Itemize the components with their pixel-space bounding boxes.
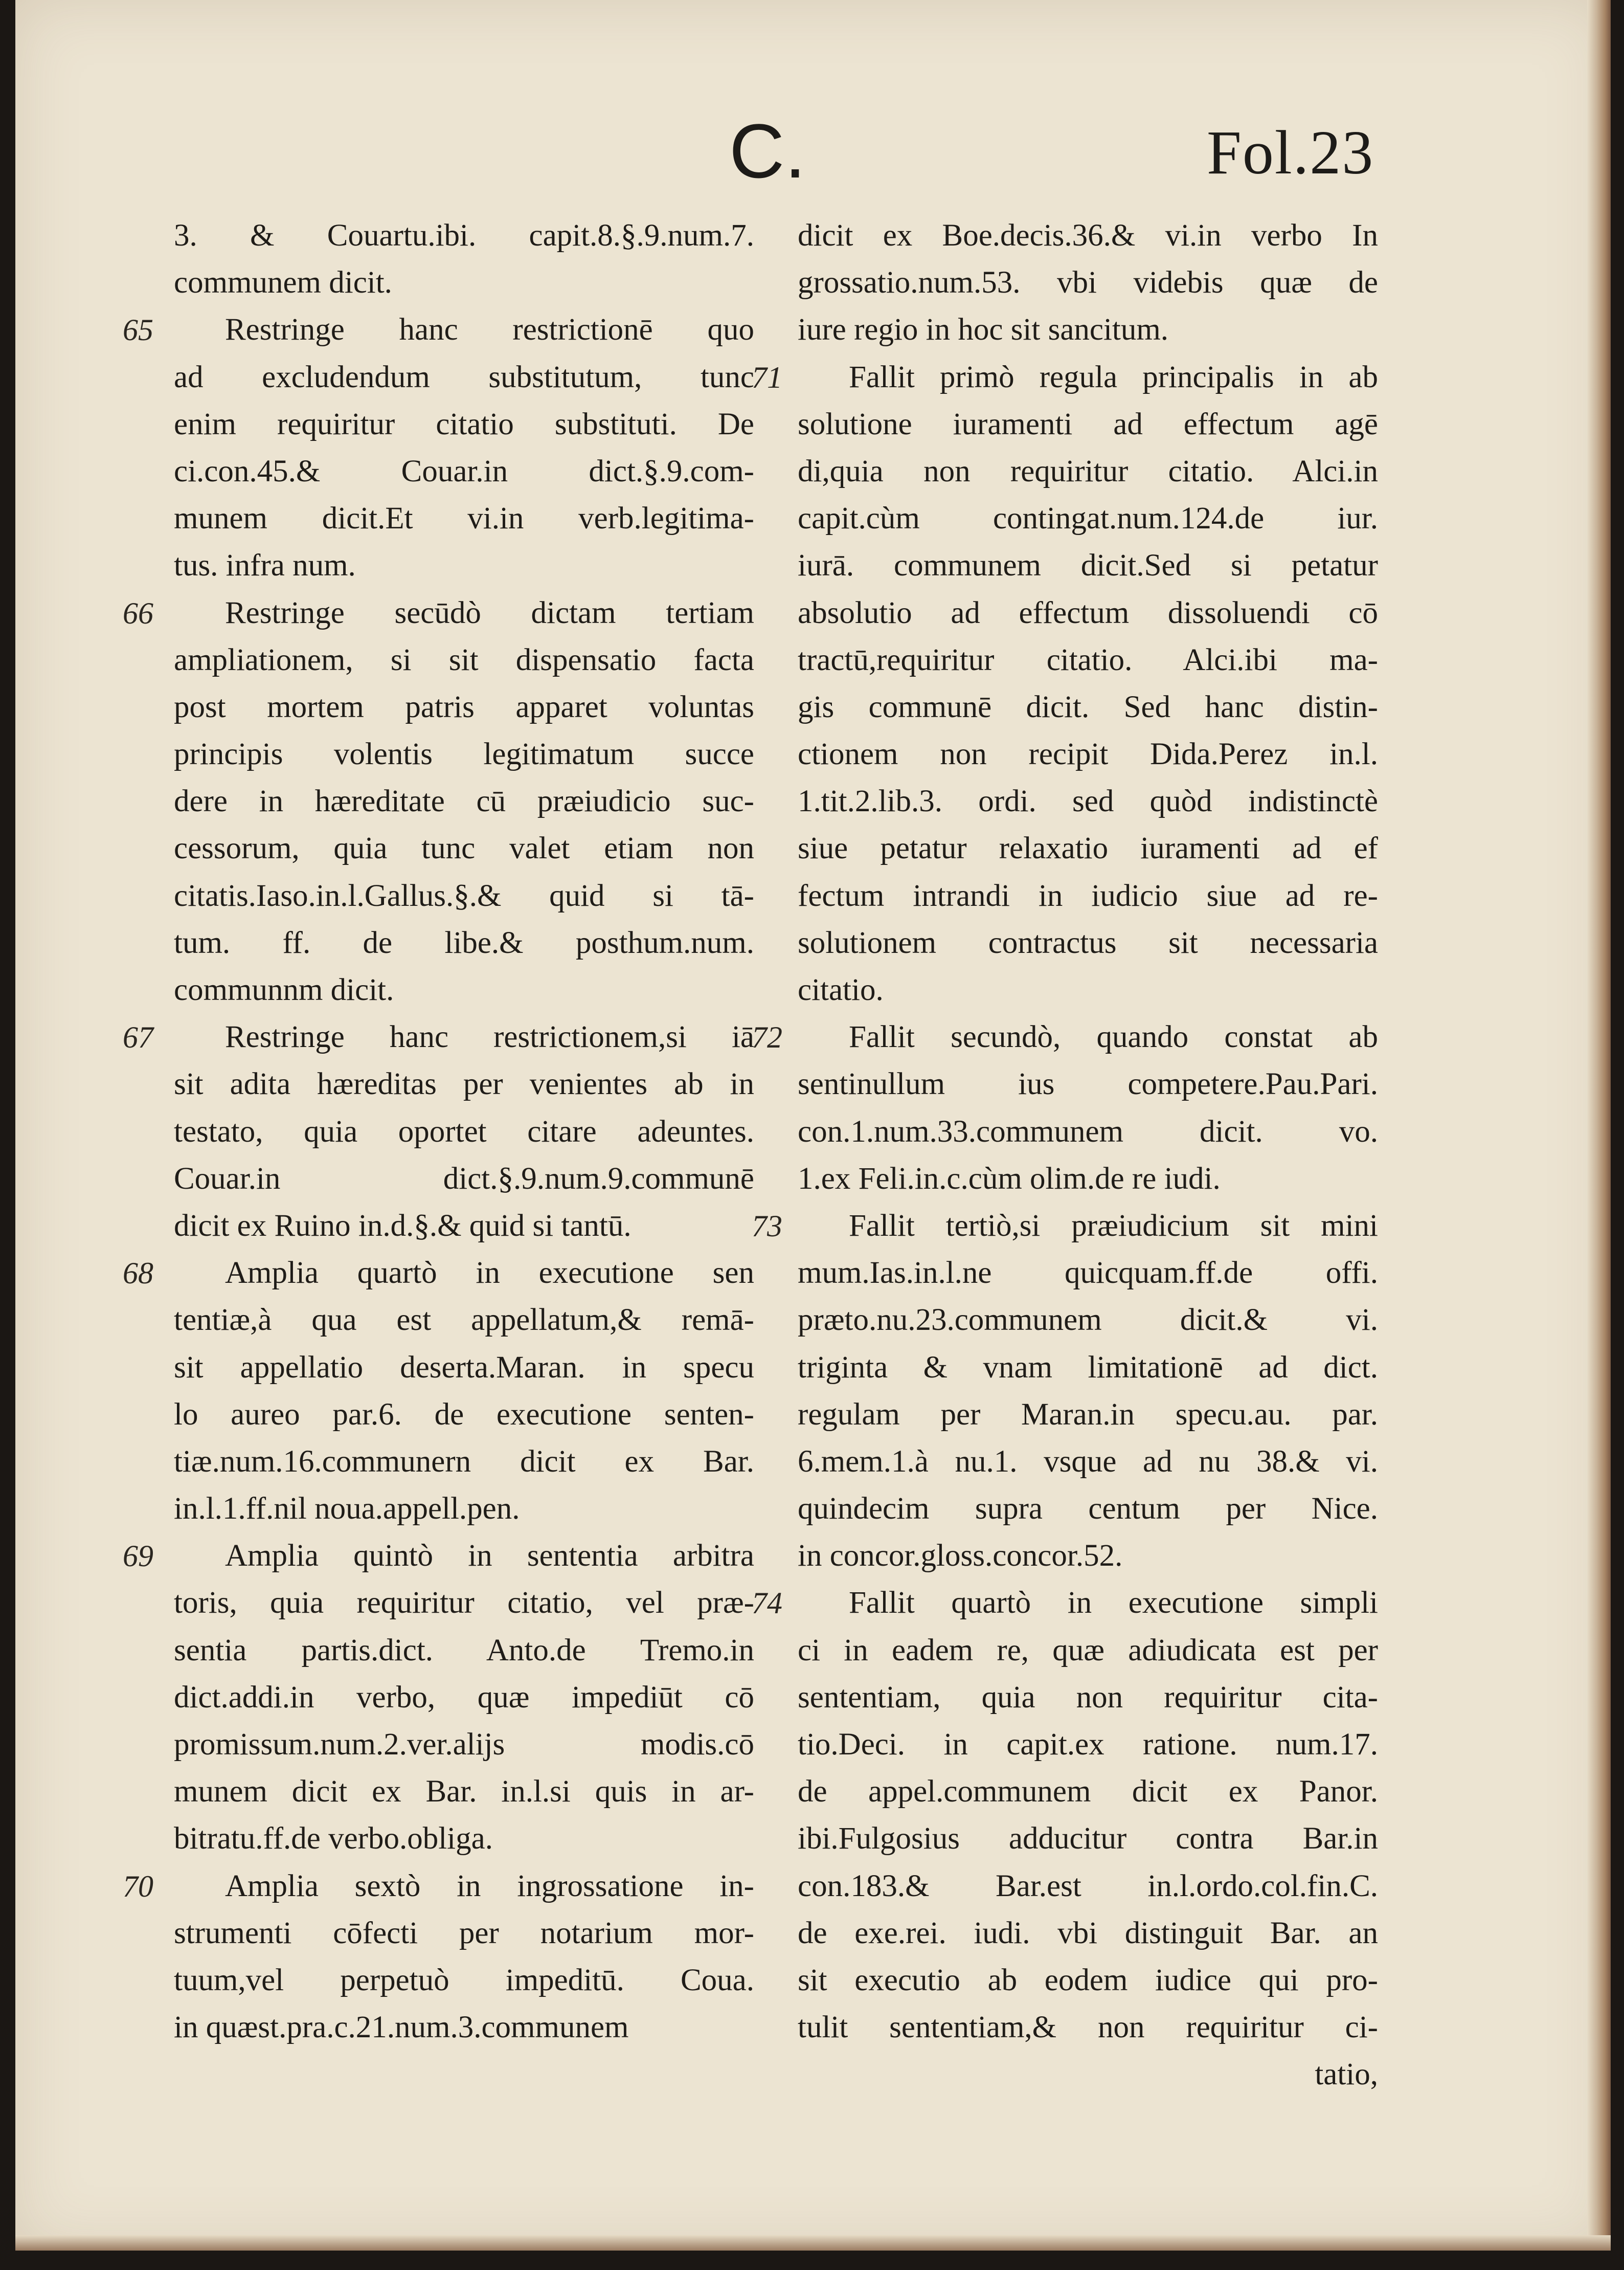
text-line xyxy=(123,1014,754,1061)
line-text: siue petatur relaxatio iuramenti ad ef xyxy=(798,831,1378,866)
text-line xyxy=(174,731,754,778)
line-text: tentiæ,à qua est appellatum,& remā- xyxy=(174,1303,754,1338)
text-line xyxy=(123,306,754,353)
line-text: con.1.num.33.communem dicit. vo. xyxy=(798,1114,1378,1149)
line-text: grossatio.num.53. vbi videbis quæ de xyxy=(798,265,1378,300)
text-line xyxy=(798,1768,1378,1815)
text-line xyxy=(752,1203,1378,1250)
line-text: sit appellatio deserta.Maran. in specu xyxy=(174,1350,754,1385)
line-text: absolutio ad effectum dissoluendi cō xyxy=(798,595,1378,630)
line-text: 1.ex Feli.in.c.cùm olim.de re iudi. xyxy=(798,1161,1221,1196)
line-text: 6.mem.1.à nu.1. vsque ad nu 38.& vi. xyxy=(798,1444,1378,1479)
text-line xyxy=(174,542,754,589)
line-text: dicit ex Boe.decis.36.& vi.in verbo In xyxy=(798,218,1378,253)
line-text: tractū,requiritur citatio. Alci.ibi ma- xyxy=(798,642,1378,677)
text-line xyxy=(798,1532,1378,1579)
text-line xyxy=(798,401,1378,448)
line-text: solutione iuramenti ad effectum agē xyxy=(798,407,1378,441)
line-text: Amplia quartò in executione sen xyxy=(225,1256,754,1290)
text-line xyxy=(798,1910,1378,1957)
line-text: promissum.num.2.ver.alijs modis.cō xyxy=(174,1727,754,1762)
text-line xyxy=(752,354,1378,401)
line-text: fectum intrandi in iudicio siue ad re- xyxy=(798,878,1378,913)
line-text: strumenti cōfecti per notarium mor- xyxy=(174,1916,754,1950)
line-text: tus. infra num. xyxy=(174,548,356,583)
text-line xyxy=(174,778,754,825)
line-text: enim requiritur citatio substituti. De xyxy=(174,407,754,441)
text-line xyxy=(798,1863,1378,1910)
text-line xyxy=(798,1438,1378,1485)
line-text: mum.Ias.in.l.ne quicquam.ff.de offi. xyxy=(798,1256,1378,1290)
line-text: communem dicit. xyxy=(174,265,392,300)
text-line xyxy=(174,873,754,920)
text-line xyxy=(174,259,754,306)
text-line xyxy=(174,920,754,967)
marginal-number: 71 xyxy=(752,360,782,394)
line-text: testato, quia oportet citare adeuntes. xyxy=(174,1114,754,1149)
text-line xyxy=(798,448,1378,495)
text-line xyxy=(174,1344,754,1391)
marginal-number: 66 xyxy=(123,596,153,630)
line-text: sentinullum ius competere.Pau.Pari. xyxy=(798,1067,1378,1102)
line-text: citatis.Iaso.in.l.Gallus.§.& quid si tā- xyxy=(174,878,754,913)
text-line xyxy=(798,2004,1378,2051)
text-line xyxy=(798,212,1378,259)
line-text: dere in hæreditate cū præiudicio suc- xyxy=(174,784,754,819)
right-column xyxy=(752,212,1378,2099)
text-line xyxy=(798,306,1378,353)
line-text: in.l.1.ff.nil noua.appell.pen. xyxy=(174,1492,520,1526)
text-line xyxy=(798,825,1378,872)
text-line xyxy=(174,1438,754,1485)
line-text: tuum,vel perpetuò impeditū. Coua. xyxy=(174,1963,754,1997)
text-line xyxy=(123,1532,754,1579)
line-text: post mortem patris apparet voluntas xyxy=(174,689,754,724)
text-line xyxy=(798,542,1378,589)
text-line xyxy=(174,637,754,684)
text-line xyxy=(174,1203,754,1250)
line-text: tiæ.num.16.communern dicit ex Bar. xyxy=(174,1444,754,1479)
line-text: 3. & Couartu.ibi. capit.8.§.9.num.7. xyxy=(174,218,754,253)
text-line xyxy=(798,1391,1378,1438)
line-text: de exe.rei. iudi. vbi distinguit Bar. an xyxy=(798,1916,1378,1950)
marginal-number: 72 xyxy=(752,1020,782,1055)
text-line xyxy=(174,1391,754,1438)
line-text: Amplia sextò in ingrossatione in- xyxy=(225,1868,754,1903)
line-text: Couar.in dict.§.9.num.9.communē xyxy=(174,1161,754,1196)
text-line xyxy=(798,1250,1378,1297)
text-line xyxy=(174,354,754,401)
line-text: ci.con.45.& Couar.in dict.§.9.com- xyxy=(174,454,754,488)
line-text: regulam per Maran.in specu.au. par. xyxy=(798,1397,1378,1432)
line-text: communnm dicit. xyxy=(174,973,394,1007)
text-line xyxy=(798,1721,1378,1768)
text-line xyxy=(798,1957,1378,2004)
page-bottom-edge xyxy=(15,2235,1611,2251)
left-column xyxy=(123,212,754,2051)
marginal-number: 69 xyxy=(123,1539,153,1573)
text-line xyxy=(174,1957,754,2004)
line-text: bitratu.ff.de verbo.obliga. xyxy=(174,1821,493,1856)
line-text: in quæst.pra.c.21.num.3.communem xyxy=(174,2010,629,2045)
line-text: Restringe hanc restrictionem,si iā xyxy=(225,1020,754,1055)
line-text: de appel.communem dicit ex Panor. xyxy=(798,1774,1378,1809)
line-text: Fallit primò regula principalis in ab xyxy=(849,360,1378,394)
marginal-number: 74 xyxy=(752,1586,782,1620)
marginal-number: 73 xyxy=(752,1209,782,1243)
text-line xyxy=(123,1250,754,1297)
line-text: Fallit quartò in executione simpli xyxy=(849,1586,1378,1620)
text-line xyxy=(798,1815,1378,1862)
text-line xyxy=(798,2051,1378,2098)
line-text: toris, quia requiritur citatio, vel præ- xyxy=(174,1586,754,1620)
text-line xyxy=(798,1061,1378,1108)
text-line xyxy=(798,1674,1378,1721)
line-text: tio.Deci. in capit.ex ratione. num.17. xyxy=(798,1727,1378,1762)
line-text: munem dicit ex Bar. in.l.si quis in ar- xyxy=(174,1774,754,1809)
line-text: quindecim supra centum per Nice. xyxy=(798,1492,1378,1526)
line-text: 1.tit.2.lib.3. ordi. sed quòd indistinctè xyxy=(798,784,1378,819)
text-line xyxy=(174,1768,754,1815)
text-line xyxy=(174,1627,754,1674)
text-line xyxy=(798,590,1378,637)
text-line xyxy=(798,1627,1378,1674)
marginal-number: 65 xyxy=(123,313,153,347)
text-line xyxy=(798,684,1378,731)
line-text: ci in eadem re, quæ adiudicata est per xyxy=(798,1633,1378,1667)
line-text: ibi.Fulgosius adducitur contra Bar.in xyxy=(798,1821,1378,1856)
text-line xyxy=(798,637,1378,684)
text-line xyxy=(798,259,1378,306)
line-text: sententiam, quia non requiritur cita- xyxy=(798,1680,1378,1715)
text-line xyxy=(798,967,1378,1014)
text-line xyxy=(174,684,754,731)
text-line xyxy=(174,401,754,448)
line-text: sentia partis.dict. Anto.de Tremo.in xyxy=(174,1633,754,1667)
line-text: iure regio in hoc sit sancitum. xyxy=(798,313,1169,347)
text-line xyxy=(174,1155,754,1203)
marginal-number: 68 xyxy=(123,1256,153,1290)
line-text: solutionem contractus sit necessaria xyxy=(798,925,1378,960)
text-line xyxy=(174,967,754,1014)
line-text: Restringe secūdò dictam tertiam xyxy=(225,595,754,630)
text-line xyxy=(174,1485,754,1532)
text-line xyxy=(174,448,754,495)
line-text: sit executio ab eodem iudice qui pro- xyxy=(798,1963,1378,1997)
text-line xyxy=(123,590,754,637)
text-line xyxy=(798,873,1378,920)
text-line xyxy=(174,1910,754,1957)
text-line xyxy=(798,495,1378,542)
line-text: tum. ff. de libe.& posthum.num. xyxy=(174,925,754,960)
line-text: di,quia non requiritur citatio. Alci.in xyxy=(798,454,1378,488)
text-line xyxy=(798,1155,1378,1203)
line-text: ampliationem, si sit dispensatio facta xyxy=(174,642,754,677)
text-line xyxy=(174,1674,754,1721)
text-line xyxy=(174,1108,754,1155)
line-text: principis volentis legitimatum succe xyxy=(174,737,754,772)
text-line xyxy=(798,1108,1378,1155)
line-text: cessorum, quia tunc valet etiam non xyxy=(174,831,754,866)
line-text: dict.addi.in verbo, quæ impediūt cō xyxy=(174,1680,754,1715)
section-letter: C. xyxy=(729,108,806,194)
page-edge xyxy=(1587,0,1611,2251)
text-line xyxy=(752,1014,1378,1061)
text-line xyxy=(174,825,754,872)
line-text: sit adita hæreditas per venientes ab in xyxy=(174,1067,754,1102)
text-line xyxy=(798,1344,1378,1391)
marginal-number: 70 xyxy=(123,1869,153,1903)
text-line xyxy=(798,1297,1378,1344)
line-text: Amplia quintò in sententia arbitra xyxy=(225,1539,754,1573)
marginal-number: 67 xyxy=(123,1020,153,1055)
text-line xyxy=(174,212,754,259)
line-text: triginta & vnam limitationē ad dict. xyxy=(798,1350,1378,1385)
line-text: citatio. xyxy=(798,973,884,1007)
text-line xyxy=(123,1863,754,1910)
text-line xyxy=(798,920,1378,967)
text-line xyxy=(174,1579,754,1627)
text-line xyxy=(174,2004,754,2051)
line-text: lo aureo par.6. de executione senten- xyxy=(174,1397,754,1432)
text-line xyxy=(174,1815,754,1862)
line-text: Fallit secundò, quando constat ab xyxy=(849,1020,1378,1055)
line-text: ctionem non recipit Dida.Perez in.l. xyxy=(798,737,1378,772)
line-text: tatio, xyxy=(1315,2057,1378,2092)
text-line xyxy=(798,731,1378,778)
line-text: dicit ex Ruino in.d.§.& quid si tantū. xyxy=(174,1208,631,1243)
text-line xyxy=(174,1297,754,1344)
line-text: Fallit tertiò,si præiudicium sit mini xyxy=(849,1208,1378,1243)
line-text: con.183.& Bar.est in.l.ordo.col.fin.C. xyxy=(798,1868,1378,1903)
line-text: præto.nu.23.communem dicit.& vi. xyxy=(798,1303,1378,1338)
line-text: capit.cùm contingat.num.124.de iur. xyxy=(798,501,1378,536)
line-text: tulit sententiam,& non requiritur ci- xyxy=(798,2010,1378,2045)
line-text: iurā. communem dicit.Sed si petatur xyxy=(798,548,1378,583)
line-text: Restringe hanc restrictionē quo xyxy=(225,313,754,347)
text-line xyxy=(174,1721,754,1768)
line-text: ad excludendum substitutum, tunc xyxy=(174,360,754,394)
text-line xyxy=(798,1485,1378,1532)
line-text: gis communē dicit. Sed hanc distin- xyxy=(798,689,1378,724)
line-text: munem dicit.Et vi.in verb.legitima- xyxy=(174,501,754,536)
text-line xyxy=(174,495,754,542)
text-line xyxy=(752,1579,1378,1627)
book-page xyxy=(15,0,1611,2251)
text-line xyxy=(174,1061,754,1108)
folio-number: Fol.23 xyxy=(1207,118,1374,187)
text-line xyxy=(798,778,1378,825)
line-text: in concor.gloss.concor.52. xyxy=(798,1539,1123,1573)
